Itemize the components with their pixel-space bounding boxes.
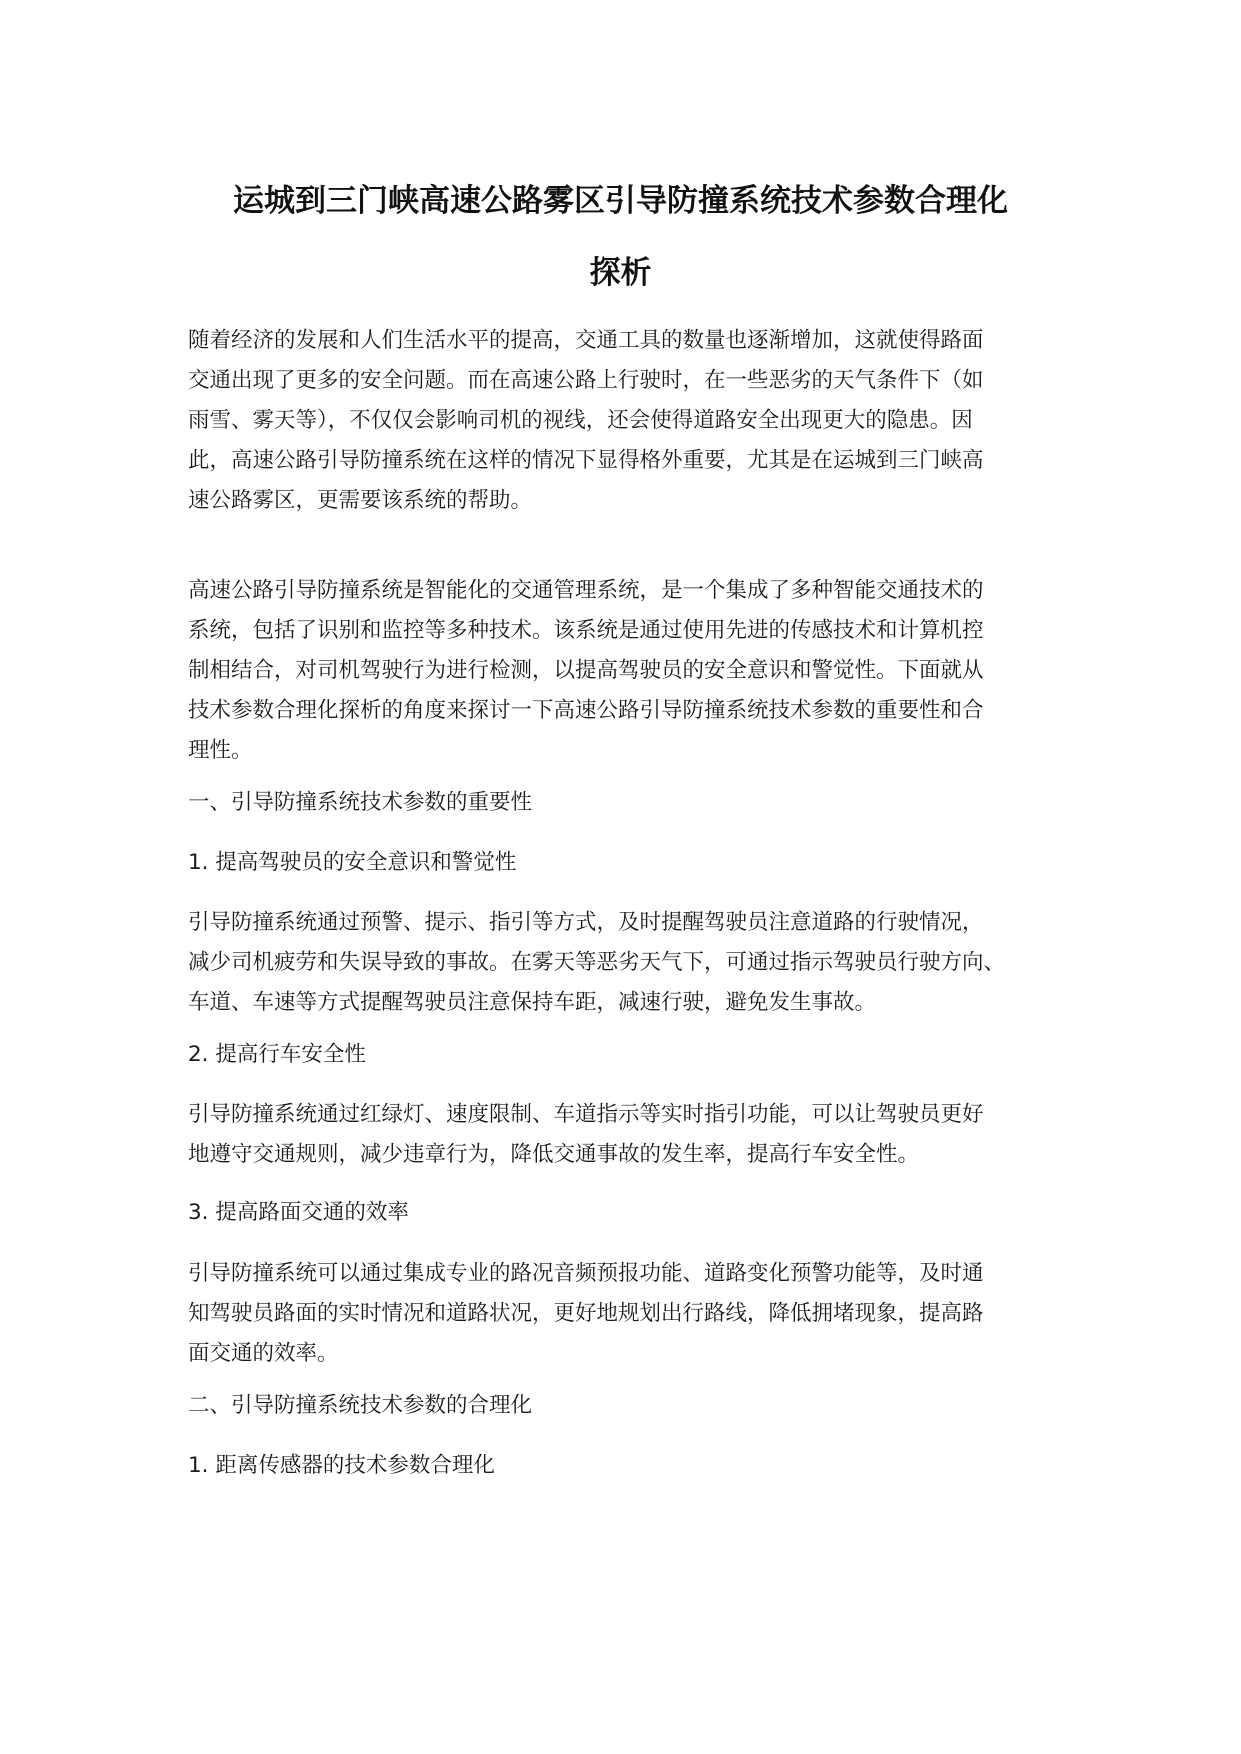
system-overview-paragraph xyxy=(188,571,1068,771)
subheading-text: 1. 距离传感器的技术参数合理化 xyxy=(188,1453,495,1478)
text-line: 此，高速公路引导防撞系统在这样的情况下显得格外重要，尤其是在运城到三门峡高 xyxy=(188,448,984,473)
subheading-text: 3. 提高路面交通的效率 xyxy=(188,1200,409,1225)
subheading-text: 1. 提高驾驶员的安全意识和警觉性 xyxy=(188,850,517,875)
text-line: 地遵守交通规则，减少违章行为，降低交通事故的发生率，提高行车安全性。 xyxy=(188,1142,920,1167)
text-line: 随着经济的发展和人们生活水平的提高，交通工具的数量也逐渐增加，这就使得路面 xyxy=(188,328,984,353)
traffic-efficiency-paragraph xyxy=(188,1254,1068,1374)
subheading-1-3 xyxy=(188,1193,1068,1233)
text-line: 高速公路引导防撞系统是智能化的交通管理系统，是一个集成了多种智能交通技术的 xyxy=(188,578,984,603)
section-heading-1 xyxy=(188,783,1068,823)
document-title: 运城到三门峡高速公路雾区引导防撞系统技术参数合理化 xyxy=(233,183,1008,219)
text-line: 系统，包括了识别和监控等多种技术。该系统是通过使用先进的传感技术和计算机控 xyxy=(188,618,984,643)
document-title-continued: 探析 xyxy=(589,255,652,291)
text-line: 速公路雾区，更需要该系统的帮助。 xyxy=(188,488,533,513)
text-line: 制相结合，对司机驾驶行为进行检测，以提高驾驶员的安全意识和警觉性。下面就从 xyxy=(188,658,984,683)
section-heading-text: 一、引导防撞系统技术参数的重要性 xyxy=(188,790,533,815)
text-line: 车道、车速等方式提醒驾驶员注意保持车距，减速行驶，避免发生事故。 xyxy=(188,990,877,1015)
safety-awareness-paragraph xyxy=(188,903,1068,1023)
driving-safety-paragraph xyxy=(188,1095,1068,1175)
text-line: 减少司机疲劳和失误导致的事故。在雾天等恶劣天气下，可通过指示驾驶员行驶方向、 xyxy=(188,950,1006,975)
subheading-2-1 xyxy=(188,1446,1068,1486)
section-heading-text: 二、引导防撞系统技术参数的合理化 xyxy=(188,1393,533,1418)
text-line: 引导防撞系统通过红绿灯、速度限制、车道指示等实时指引功能，可以让驾驶员更好 xyxy=(188,1102,984,1127)
subheading-1-1 xyxy=(188,843,1068,883)
text-line: 引导防撞系统可以通过集成专业的路况音频预报功能、道路变化预警功能等，及时通 xyxy=(188,1261,984,1286)
text-line: 技术参数合理化探析的角度来探讨一下高速公路引导防撞系统技术参数的重要性和合 xyxy=(188,698,984,723)
subheading-text: 2. 提高行车安全性 xyxy=(188,1042,366,1067)
text-line: 交通出现了更多的安全问题。而在高速公路上行驶时，在一些恶劣的天气条件下（如 xyxy=(188,368,984,393)
text-line: 引导防撞系统通过预警、提示、指引等方式，及时提醒驾驶员注意道路的行驶情况， xyxy=(188,910,984,935)
text-line: 雨雪、雾天等），不仅仅会影响司机的视线，还会使得道路安全出现更大的隐患。因 xyxy=(188,408,973,433)
intro-paragraph xyxy=(188,321,1068,521)
section-heading-2 xyxy=(188,1386,1068,1426)
text-line: 理性。 xyxy=(188,738,253,763)
text-line: 知驾驶员路面的实时情况和道路状况，更好地规划出行路线，降低拥堵现象，提高路 xyxy=(188,1301,984,1326)
subheading-1-2 xyxy=(188,1035,1068,1075)
text-line: 面交通的效率。 xyxy=(188,1341,339,1366)
